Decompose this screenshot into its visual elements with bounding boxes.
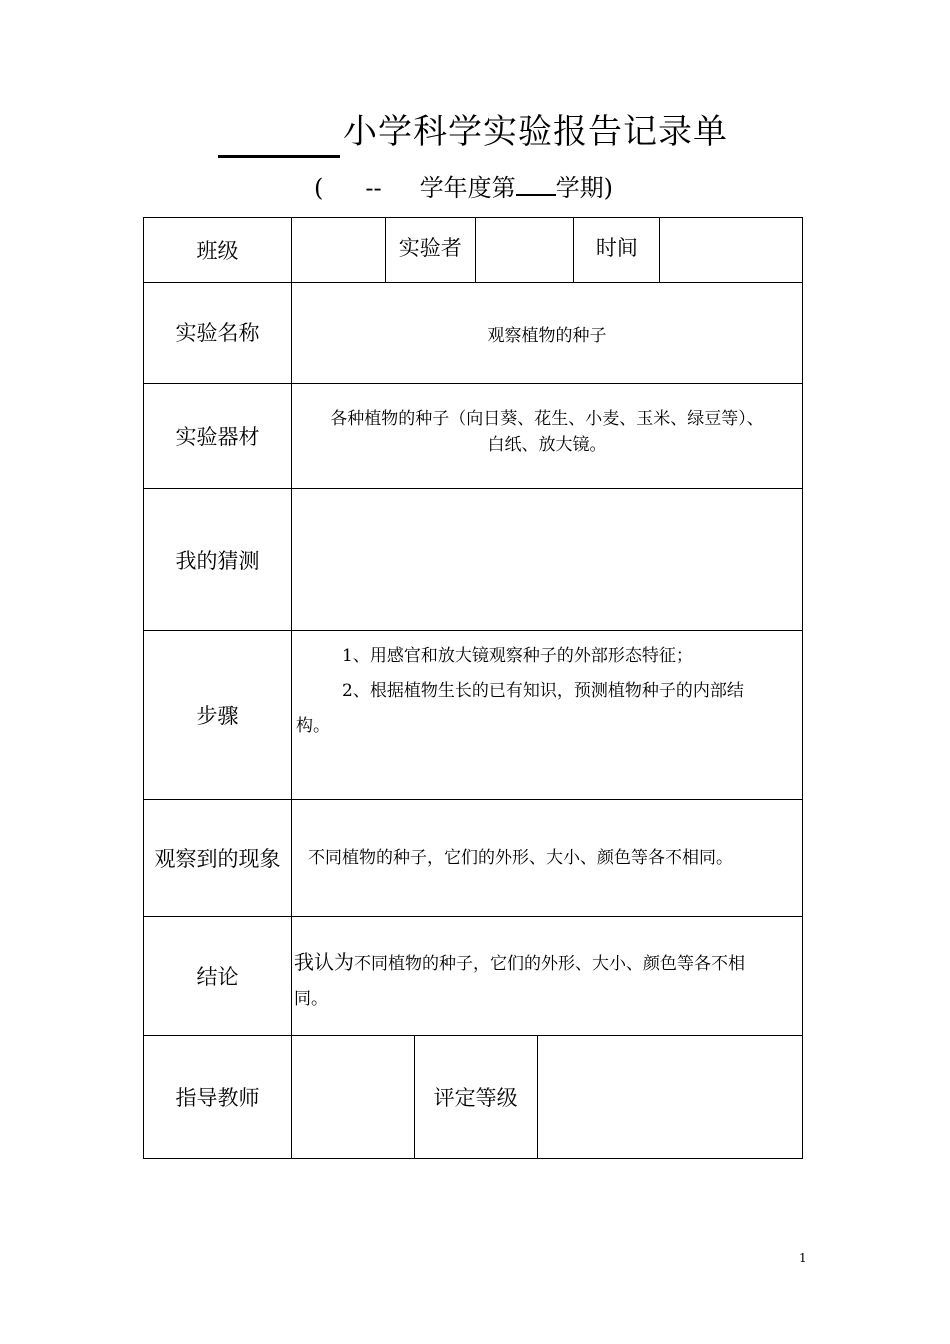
table-row [144, 917, 803, 1036]
experiment-name-value: 观察植物的种子 [292, 283, 803, 384]
conclusion-prefix: 我认为 [294, 950, 354, 974]
conclusion-line-1: 不同植物的种子，它们的外形、大小、颜色等各不相 [354, 954, 745, 974]
table-row [144, 1036, 803, 1159]
time-label: 时间 [574, 218, 660, 282]
table-row [144, 384, 803, 489]
observation-label: 观察到的现象 [144, 800, 292, 917]
guess-value-field[interactable] [292, 489, 803, 631]
materials-line-1: 各种植物的种子（向日葵、花生、小麦、玉米、绿豆等）、 [330, 409, 764, 429]
class-label: 班级 [144, 218, 292, 283]
experimenter-label: 实验者 [386, 218, 476, 282]
steps-label: 步骤 [144, 631, 292, 800]
teacher-label: 指导教师 [144, 1036, 292, 1159]
page-title: 小学科学实验报告记录单 [343, 112, 728, 152]
step-item-1: 1、用感官和放大镜观察种子的外部形态特征； [342, 646, 693, 666]
page-number: 1 [799, 1251, 807, 1265]
table-row [144, 631, 803, 800]
grade-value-field[interactable] [538, 1036, 802, 1158]
observation-value: 不同植物的种子，它们的外形、大小、颜色等各不相同。 [292, 800, 803, 917]
conclusion-label: 结论 [144, 917, 292, 1036]
school-year-line [314, 168, 613, 203]
experiment-report-table [143, 217, 803, 1159]
materials-label: 实验器材 [144, 384, 292, 489]
guess-label: 我的猜测 [144, 489, 292, 631]
class-value-field[interactable] [292, 218, 386, 282]
table-row [144, 283, 803, 384]
table-row [144, 489, 803, 631]
row1-right-cells [292, 218, 803, 283]
materials-value [292, 384, 803, 489]
time-value-field[interactable] [660, 218, 802, 282]
step-item-2-tail: 构。 [296, 716, 330, 736]
subtitle-school-year: 学年度第 [419, 174, 516, 202]
teacher-value-field[interactable] [292, 1036, 415, 1158]
materials-line-2: 白纸、放大镜。 [487, 435, 607, 455]
table-row [144, 800, 803, 917]
step-item-2: 2、根据植物生长的已有知识，预测植物种子的内部结 [342, 681, 744, 701]
term-blank-line [516, 172, 556, 196]
conclusion-value [292, 917, 803, 1036]
experiment-name-label: 实验名称 [144, 283, 292, 384]
conclusion-line-2: 同。 [294, 989, 328, 1009]
row-last-right-cells [292, 1036, 803, 1159]
title-prefix-blank-line [218, 155, 340, 158]
subtitle-year-dash: -- [365, 174, 382, 202]
subtitle-term: 学期) [555, 174, 613, 202]
table-row [144, 218, 803, 283]
experimenter-value-field[interactable] [476, 218, 575, 282]
grade-label: 评定等级 [415, 1036, 538, 1158]
steps-value [292, 631, 803, 800]
subtitle-open-paren: ( [314, 174, 324, 202]
